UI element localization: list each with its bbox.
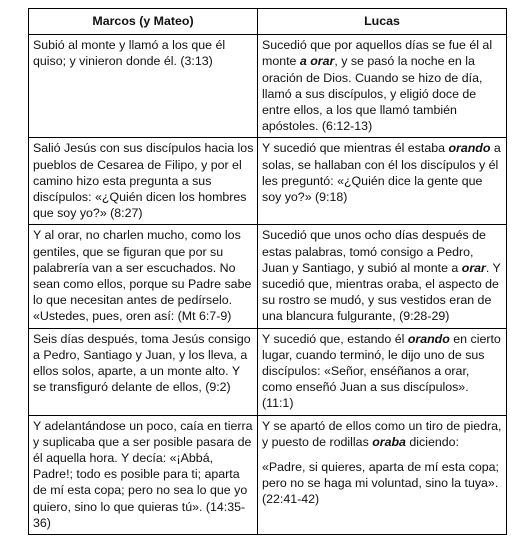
cell-marcos (29, 225, 258, 328)
cell-paragraph (33, 37, 254, 69)
emphasized-verb: oraba (372, 434, 406, 449)
emphasized-verb: orando (448, 141, 491, 156)
text-segment: a solas, se hallaban con él los discípulos y él les preguntó: «¿Quién dice la gente que soy yo?» (9:18) (262, 141, 501, 205)
comparison-table (28, 8, 507, 535)
emphasized-verb: orando (407, 331, 450, 346)
cell-paragraph (262, 140, 503, 205)
text-segment: Subió al monte y llamó a los que él quiso; y vinieron donde él. (3:13) (33, 38, 226, 69)
text-segment: Y sucedió que mientras él estaba (262, 141, 449, 156)
header-row (29, 9, 507, 35)
table-body (29, 35, 507, 535)
table-row (29, 35, 507, 138)
cell-paragraph (262, 418, 503, 450)
text-segment: Y se apartó de ellos como un tiro de piedra, y puesto de rodillas (262, 418, 502, 449)
text-segment: Y al orar, no charlen mucho, como los gentiles, que se figuran que por su palabrería van a ser escuchados. No sean como ellos, porque su Padre sabe lo que necesitan antes de pedírselo. «Ustedes, pues, oren así: (Mt 6:7-9) (33, 228, 252, 324)
cell-marcos (29, 138, 258, 225)
cell-lucas (258, 225, 507, 328)
cell-paragraph (33, 140, 254, 221)
cell-paragraph (262, 37, 503, 134)
cell-paragraph (262, 227, 503, 324)
text-segment: «Padre, si quieres, aparta de mí esta copa; pero no se haga mi voluntad, sino la tuya». (22:41-42) (262, 460, 499, 507)
cell-lucas (258, 415, 507, 534)
header-lucas: Lucas (258, 9, 507, 35)
text-segment: Seis días después, toma Jesús consigo a Pedro, Santiago y Juan, y los lleva, a ellos solos, aparte, a un monte alto. Y se transfiguró delante de ellos, (9:2) (33, 331, 251, 395)
cell-lucas (258, 138, 507, 225)
cell-paragraph (33, 227, 254, 324)
text-segment: , y se pasó la noche en la oración de Dios. Cuando se hizo de día, llamó a sus discípulos, y eligió doce de entre ellos, a los que llamó también apóstoles. (6:12-13) (262, 54, 483, 134)
text-segment: Y adelantándose un poco, caía en tierra y suplicaba que a ser posible pasara de él aquella hora. Y decía: «¡Abbá, Padre!; todo es posible para ti; aparta de mí esta copa; pero no sea lo que yo quiero, sino lo que quieras tú». (14:35-36) (33, 418, 253, 530)
cell-paragraph (262, 459, 503, 508)
table-row (29, 328, 507, 415)
text-segment: Sucedió que unos ocho días después de estas palabras, tomó consigo a Pedro, Juan y Santiago, y subió al monte a (262, 228, 486, 275)
text-segment: diciendo: (405, 434, 459, 449)
table-row (29, 225, 507, 328)
table-row (29, 415, 507, 534)
text-segment: en cierto lugar, cuando terminó, le dijo uno de sus discípulos: «Señor, enséñanos a orar, como enseñó Juan a sus discípulos». (11:1) (262, 331, 501, 411)
text-segment: Salió Jesús con sus discípulos hacia los pueblos de Cesarea de Filipo, y por el camino hizo esta pregunta a sus discípulos: «¿Quién dicen los hombres que soy yo?» (8:27) (33, 141, 254, 221)
table-row (29, 138, 507, 225)
emphasized-verb: a orar (299, 54, 335, 69)
cell-marcos (29, 328, 258, 415)
cell-marcos (29, 35, 258, 138)
text-segment: . Y sucedió que, mientras oraba, el aspecto de su rostro se mudó, y sus vestidos eran de una blancura fulgurante, (9:28-29) (262, 260, 501, 324)
emphasized-verb: orar (461, 260, 486, 275)
text-segment: Y sucedió que, estando él (262, 331, 408, 346)
cell-paragraph (33, 331, 254, 396)
cell-lucas (258, 328, 507, 415)
header-marcos: Marcos (y Mateo) (29, 9, 258, 35)
cell-paragraph (262, 331, 503, 412)
cell-lucas (258, 35, 507, 138)
cell-paragraph (33, 418, 254, 531)
text-segment: Sucedió que por aquellos días se fue él al monte (262, 38, 493, 69)
cell-marcos (29, 415, 258, 534)
